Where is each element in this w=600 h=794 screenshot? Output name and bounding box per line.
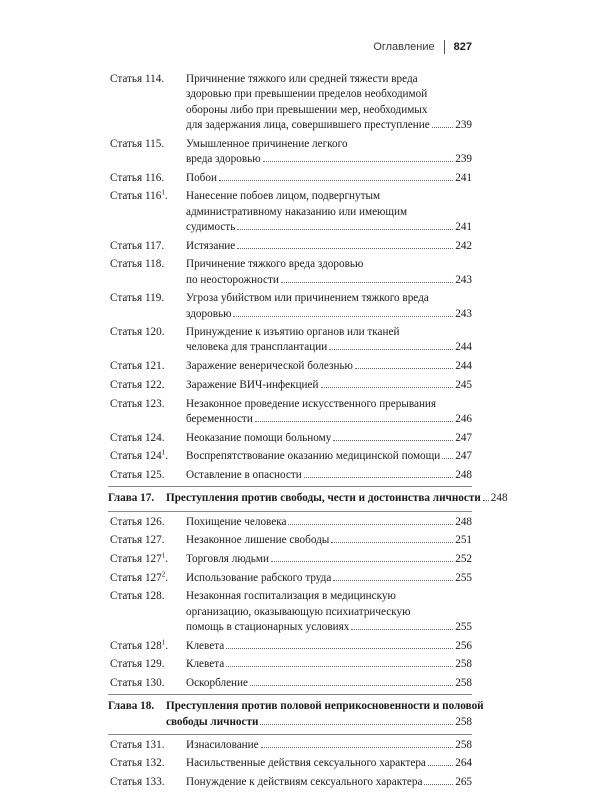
entry-body xyxy=(186,397,472,428)
entry-line xyxy=(186,468,472,483)
dot-leader xyxy=(432,127,454,128)
entry-label xyxy=(110,431,186,446)
entry-label-text: Глава 17. xyxy=(108,492,155,505)
entry-title: судимость xyxy=(186,220,236,233)
entry-label xyxy=(110,639,186,654)
toc-entry xyxy=(110,756,472,771)
entry-title: Незаконная госпитализация в медицинскую xyxy=(186,590,396,603)
entry-title: Незаконное проведение искусственного прерывания xyxy=(186,397,437,410)
entry-label xyxy=(110,239,186,254)
entry-title: Клевета xyxy=(186,639,225,652)
toc-entry xyxy=(110,515,472,530)
entry-label-text: Статья 118. xyxy=(110,258,165,271)
entry-label-text: Статья 114. xyxy=(110,73,165,85)
entry-line xyxy=(186,152,472,167)
entry-page: 248 xyxy=(455,468,472,481)
entry-page: 252 xyxy=(455,552,472,565)
entry-line xyxy=(186,397,472,412)
entry-body xyxy=(186,189,472,235)
toc-entry xyxy=(110,72,472,133)
entry-label xyxy=(110,359,186,374)
dot-leader xyxy=(288,524,453,525)
entry-line xyxy=(186,552,472,567)
chapter-rule-bottom xyxy=(108,734,472,735)
dot-leader xyxy=(250,685,453,686)
entry-label xyxy=(110,291,186,322)
entry-page: 258 xyxy=(455,715,472,728)
dot-leader xyxy=(237,229,453,230)
entry-body xyxy=(186,639,472,654)
entry-line xyxy=(186,378,472,393)
entry-title: Принуждение к изъятию органов или тканей xyxy=(186,326,400,339)
entry-title: Преступления против половой неприкосновенности и половой xyxy=(166,700,484,713)
entry-title: Воспрепятствование оказанию медицинской помощи xyxy=(186,450,441,463)
toc-entry xyxy=(110,397,472,428)
entry-line xyxy=(186,239,472,254)
chapter-rule-top xyxy=(108,694,472,695)
entry-label-text: Статья 117. xyxy=(110,239,165,252)
entry-page: 258 xyxy=(455,676,472,689)
entry-line xyxy=(166,699,484,714)
dot-leader xyxy=(333,440,453,441)
entry-label-text: Статья 119. xyxy=(110,292,165,305)
entry-title: помощь в стационарных условиях xyxy=(186,620,350,633)
entry-body xyxy=(186,239,472,254)
entry-page: 248 xyxy=(455,515,472,528)
entry-body xyxy=(186,676,472,691)
dot-leader xyxy=(219,180,453,181)
toc-entry xyxy=(110,431,472,446)
entry-label-text: Статья 123. xyxy=(110,397,165,410)
entry-title: Похищение человека xyxy=(186,515,287,528)
toc-entry xyxy=(110,449,472,464)
entry-line xyxy=(186,291,472,306)
entry-line xyxy=(186,515,472,530)
entry-line xyxy=(186,676,472,691)
entry-title: Причинение тяжкого или средней тяжести вреда xyxy=(186,73,418,85)
dot-leader xyxy=(483,500,489,501)
entry-line xyxy=(186,620,472,635)
entry-label xyxy=(110,676,186,691)
entry-title: Заражение ВИЧ-инфекцией xyxy=(186,378,319,391)
entry-body xyxy=(166,699,484,730)
entry-body xyxy=(186,171,472,186)
entry-label xyxy=(110,657,186,672)
toc-entry xyxy=(110,171,472,186)
entry-body xyxy=(186,291,472,322)
entry-label-tail: . xyxy=(165,639,169,652)
entry-label xyxy=(110,325,186,356)
entry-line xyxy=(186,307,472,322)
entry-label xyxy=(110,72,186,133)
entry-label-text: Статья 128 xyxy=(110,639,162,652)
entry-line xyxy=(186,220,472,235)
entry-label-text: Статья 120. xyxy=(110,326,165,339)
toc-entry xyxy=(110,639,472,654)
entry-label-text: Статья 131. xyxy=(110,738,165,751)
entry-line xyxy=(186,412,472,427)
entry-title: вреда здоровью xyxy=(186,152,261,165)
entry-title: Истязание xyxy=(186,239,236,252)
entry-page: 256 xyxy=(455,639,472,652)
entry-title: Незаконное лишение свободы xyxy=(186,534,330,547)
entry-label xyxy=(110,137,186,168)
dot-leader xyxy=(260,724,453,725)
entry-label xyxy=(110,378,186,393)
entry-title: Угроза убийством или причинением тяжкого вреда xyxy=(186,292,429,305)
entry-page: 246 xyxy=(455,412,472,425)
entry-body xyxy=(186,657,472,672)
entry-title: Понуждение к действиям сексуального характера xyxy=(186,776,423,789)
entry-body xyxy=(186,325,472,356)
dot-leader xyxy=(333,580,453,581)
entry-page: 241 xyxy=(455,220,472,233)
entry-title: Торговля людьми xyxy=(186,552,269,565)
entry-label xyxy=(108,491,166,506)
entry-body xyxy=(186,756,472,771)
toc-entry xyxy=(110,589,472,635)
entry-title: Неоказание помощи больному xyxy=(186,431,332,444)
dot-leader xyxy=(261,747,454,748)
entry-line xyxy=(186,171,472,186)
entry-title: человека для трансплантации xyxy=(186,341,328,354)
dot-leader xyxy=(331,542,453,543)
entry-title: по неосторожности xyxy=(186,273,279,286)
entry-line xyxy=(166,491,508,506)
dot-leader xyxy=(304,477,453,478)
entry-title: Нанесение побоев лицом, подвергнутым xyxy=(186,190,381,203)
entry-label-text: Глава 18. xyxy=(108,700,155,713)
entry-title: Причинение тяжкого вреда здоровью xyxy=(186,258,364,271)
entry-line xyxy=(186,340,472,355)
entry-line xyxy=(186,571,472,586)
entry-label xyxy=(108,699,166,730)
entry-label-text: Статья 127 xyxy=(110,571,162,584)
dot-leader xyxy=(321,387,454,388)
entry-body xyxy=(186,431,472,446)
page-number: 827 xyxy=(453,41,472,53)
entry-title: Оставление в опасности xyxy=(186,468,302,481)
entry-label-superscript: 2 xyxy=(161,569,166,578)
running-header xyxy=(373,40,472,54)
toc-entry xyxy=(110,552,472,567)
entry-body xyxy=(186,589,472,635)
dot-leader xyxy=(271,561,453,562)
entry-label-superscript: 1 xyxy=(161,637,166,646)
entry-page: 247 xyxy=(455,431,472,444)
entry-line xyxy=(186,325,472,340)
toc-chapter xyxy=(108,699,484,730)
entry-page: 258 xyxy=(455,738,472,751)
table-of-contents xyxy=(108,72,508,794)
dot-leader xyxy=(226,666,453,667)
entry-label xyxy=(110,552,186,567)
entry-body xyxy=(186,738,472,753)
entry-title: для задержания лица, совершившего преступление xyxy=(186,118,430,131)
toc-entry xyxy=(110,378,472,393)
entry-line xyxy=(186,431,472,446)
entry-line xyxy=(186,657,472,672)
dot-leader xyxy=(329,349,453,350)
entry-label-text: Статья 115. xyxy=(110,137,165,150)
header-divider xyxy=(444,40,445,54)
dot-leader xyxy=(428,765,453,766)
entry-label xyxy=(110,449,186,464)
entry-body xyxy=(186,468,472,483)
toc-entry xyxy=(110,137,472,168)
entry-label-superscript: 1 xyxy=(161,551,166,560)
entry-title: Оскорбление xyxy=(186,676,249,689)
entry-label-superscript: 1 xyxy=(161,188,165,197)
toc-entry xyxy=(110,533,472,548)
entry-label xyxy=(110,589,186,635)
entry-label-text: Статья 121. xyxy=(110,360,165,373)
entry-title: Заражение венерической болезнью xyxy=(186,360,353,373)
entry-title: административному наказанию или имеющим xyxy=(186,205,408,218)
entry-line xyxy=(186,533,472,548)
entry-body xyxy=(186,378,472,393)
entry-line xyxy=(186,449,472,464)
entry-label-text: Статья 126. xyxy=(110,515,165,528)
entry-page: 265 xyxy=(455,776,472,789)
entry-title: обороны либо при превышении мер, необходимых xyxy=(186,103,428,116)
toc-chapter xyxy=(108,491,508,506)
entry-line xyxy=(186,756,472,771)
toc-entry xyxy=(110,571,472,586)
entry-page: 244 xyxy=(455,341,472,354)
entry-page: 255 xyxy=(455,620,472,633)
chapter-rule-bottom xyxy=(108,511,472,512)
entry-line xyxy=(186,589,472,604)
entry-title: здоровью xyxy=(186,307,232,320)
entry-line xyxy=(186,257,472,272)
toc-entry xyxy=(110,468,472,483)
entry-title: Преступления против свободы, чести и достоинства личности xyxy=(166,492,481,505)
entry-line xyxy=(186,87,472,102)
entry-body xyxy=(186,257,472,288)
entry-page: 245 xyxy=(455,378,472,391)
dot-leader xyxy=(255,421,453,422)
entry-label-text: Статья 124 xyxy=(110,450,162,463)
entry-body xyxy=(186,449,472,464)
toc-entry xyxy=(110,657,472,672)
entry-title: организацию, оказывающую психиатрическую xyxy=(186,605,411,618)
entry-label-text: Статья 128. xyxy=(110,590,165,603)
entry-label-tail: . xyxy=(165,552,169,565)
entry-page: 248 xyxy=(490,492,508,505)
entry-label-tail: . xyxy=(165,450,169,463)
entry-label-superscript: 1 xyxy=(161,448,166,457)
toc-entry xyxy=(110,676,472,691)
entry-label xyxy=(110,189,186,235)
entry-title: Клевета xyxy=(186,658,225,671)
entry-page: 244 xyxy=(455,360,472,373)
entry-title: здоровью при превышении пределов необходимой xyxy=(186,88,428,101)
entry-body xyxy=(186,72,472,133)
entry-title: Побои xyxy=(186,171,217,184)
entry-label-text: Статья 127 xyxy=(110,552,162,565)
entry-title: Использование рабского труда xyxy=(186,571,332,584)
entry-label-tail: . xyxy=(164,190,168,203)
entry-body xyxy=(186,533,472,548)
entry-label-text: Статья 116. xyxy=(110,171,165,184)
dot-leader xyxy=(355,368,453,369)
entry-page: 243 xyxy=(455,307,472,320)
entry-label-text: Статья 129. xyxy=(110,658,165,671)
entry-body xyxy=(186,775,472,790)
toc-entry xyxy=(110,775,472,790)
entry-label xyxy=(110,257,186,288)
entry-label xyxy=(110,738,186,753)
entry-page: 241 xyxy=(455,171,472,184)
entry-title: Изнасилование xyxy=(186,738,259,751)
entry-body xyxy=(186,137,472,168)
entry-line xyxy=(186,205,472,220)
entry-body xyxy=(186,571,472,586)
entry-page: 251 xyxy=(455,534,472,547)
entry-label xyxy=(110,756,186,771)
entry-line xyxy=(186,118,472,133)
entry-label xyxy=(110,775,186,790)
entry-page: 243 xyxy=(455,273,472,286)
entry-line xyxy=(166,715,472,730)
dot-leader xyxy=(424,784,453,785)
entry-label xyxy=(110,468,186,483)
entry-page: 255 xyxy=(455,571,472,584)
toc-entry xyxy=(110,738,472,753)
entry-page: 239 xyxy=(455,152,472,165)
entry-label xyxy=(110,571,186,586)
entry-line xyxy=(186,775,472,790)
entry-label-text: Статья 116 xyxy=(110,190,162,203)
entry-label xyxy=(110,533,186,548)
entry-line xyxy=(186,189,472,204)
chapter-rule-top xyxy=(108,486,472,487)
entry-label-tail: . xyxy=(165,571,169,584)
entry-label-text: Статья 122. xyxy=(110,378,165,391)
entry-title: Насильственные действия сексуального характера xyxy=(186,757,426,770)
entry-page: 258 xyxy=(455,658,472,671)
entry-body xyxy=(166,491,508,506)
entry-line xyxy=(186,605,472,620)
header-title: Оглавление xyxy=(373,41,435,53)
entry-title: свободы личности xyxy=(166,715,259,728)
dot-leader xyxy=(442,458,453,459)
toc-entry xyxy=(110,325,472,356)
entry-label-text: Статья 125. xyxy=(110,468,165,481)
entry-line xyxy=(186,359,472,374)
entry-line xyxy=(186,137,472,152)
entry-line xyxy=(186,639,472,654)
entry-label-text: Статья 130. xyxy=(110,676,165,689)
entry-label-text: Статья 132. xyxy=(110,757,165,770)
toc-entry xyxy=(110,359,472,374)
entry-page: 264 xyxy=(455,757,472,770)
entry-label xyxy=(110,171,186,186)
entry-label xyxy=(110,397,186,428)
dot-leader xyxy=(237,248,453,249)
toc-entry xyxy=(110,257,472,288)
entry-line xyxy=(186,103,472,118)
entry-line xyxy=(186,72,472,87)
entry-body xyxy=(186,552,472,567)
entry-title: беременности xyxy=(186,412,253,425)
entry-body xyxy=(186,359,472,374)
entry-page: 239 xyxy=(455,118,472,131)
dot-leader xyxy=(281,282,453,283)
toc-entry xyxy=(110,239,472,254)
entry-label-text: Статья 124. xyxy=(110,431,165,444)
entry-title: Умышленное причинение легкого xyxy=(186,137,348,150)
dot-leader xyxy=(233,316,453,317)
entry-line xyxy=(186,738,472,753)
entry-label xyxy=(110,515,186,530)
entry-page: 247 xyxy=(455,450,472,463)
dot-leader xyxy=(351,629,453,630)
entry-label-text: Статья 133. xyxy=(110,776,165,789)
entry-line xyxy=(186,273,472,288)
toc-entry xyxy=(110,189,472,235)
dot-leader xyxy=(263,161,454,162)
dot-leader xyxy=(226,648,453,649)
entry-label-text: Статья 127. xyxy=(110,534,165,547)
toc-entry xyxy=(110,291,472,322)
entry-page: 242 xyxy=(455,239,472,252)
entry-body xyxy=(186,515,472,530)
